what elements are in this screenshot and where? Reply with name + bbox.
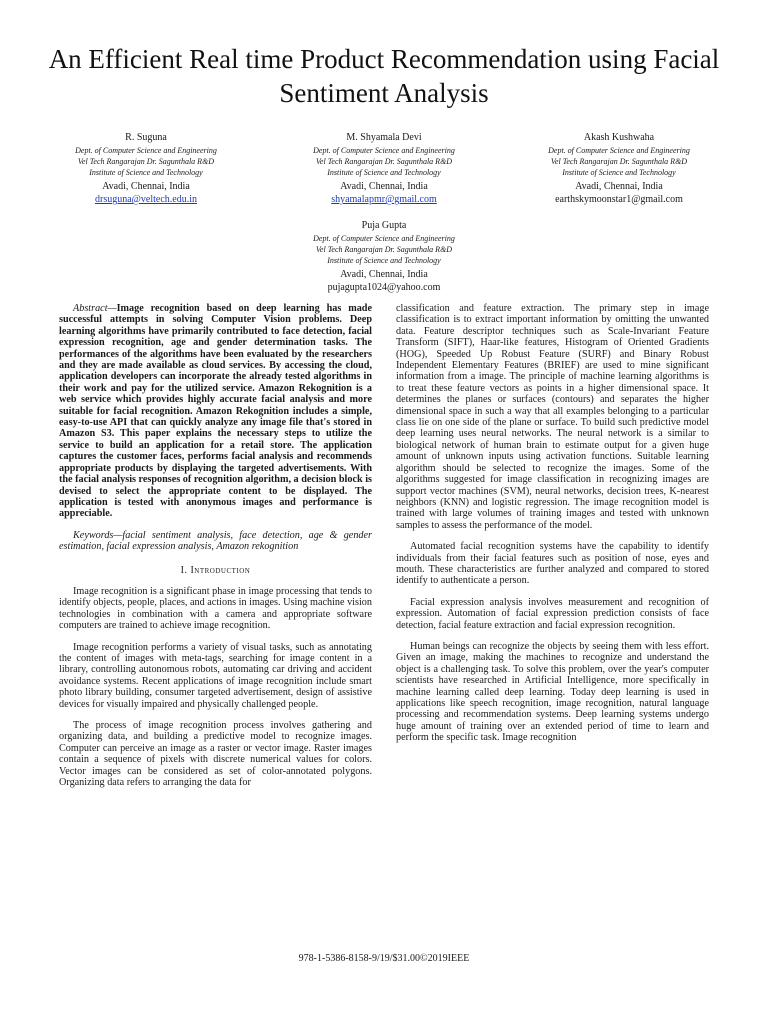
author-city: Avadi, Chennai, India [340,269,428,280]
author-name: Akash Kushwaha [583,132,655,143]
author-city: Avadi, Chennai, India [340,181,428,192]
body-paragraph: Human beings can recognize the objects by seeing them with less effort. Given an image, making the machines to recognize and understand the object is a challenging task. To solve this problem, over the year's computer scientists have researched in Artificial Intelligence, more specifically in machine learning called deep learning. Today deep learning is used in applications like speech recognition, image recognition, natural language processing and recommendation systems. Deep learning systems undergo huge amount of training over an extended period of time to learn and perform the specific task. Image recognition [396,640,709,744]
body-paragraph: Automated facial recognition systems have the capability to identify individuals from their facial features such as position of nose, eyes and mouth. These characteristics are further analyzed and compared to stored identify to authenticate a person. [396,541,709,587]
author-institution: Vel Tech Rangarajan Dr. Sagunthala R&D [77,157,215,166]
author-email-link[interactable]: shyamalapmr@gmail.com [331,194,437,205]
paper-title: An Efficient Real time Product Recommendation using Facial Sentiment Analysis [48,44,720,108]
author-dept: Dept. of Computer Science and Engineering [313,234,455,243]
section-number: I. [180,564,188,576]
abstract-text: Image recognition based on deep learning has made successful attempts in solving Computer Vision problems. Deep learning algorithms have primarily contributed to face detection, facial expression recognition, age and gender determination tasks. The performances of the algorithms have been evaluated by the researchers and they are made available as cloud services. By accessing the cloud, application developers can incorporate the already tested algorithms in their work and pay for the utilized service. Amazon Rekognition is a web service which provides highly accurate facial analysis and more suitable for facial recognition. Amazon Rekognition includes a simple, easy-to-use API that can quickly analyze any image file that's stored in Amazon S3. This paper explains the necessary steps to utilize the service to build an application for a retail store. The application captures the customer faces, performs facial analysis and recommends appropriate products by displaying the targeted advertisements. With the facial analysis responses of recognition algorithm, a decision block is devised to select the appropriate content to be displayed. The application is tested with anonymous images and performance is appreciable. [59,303,372,520]
author-email: earthskymoonstar1@gmail.com [555,194,683,205]
author-city: Avadi, Chennai, India [575,181,663,192]
copyright-footer: 978-1-5386-8158-9/19/$31.00©2019IEEE [298,953,470,964]
author-institution: Vel Tech Rangarajan Dr. Sagunthala R&D [315,245,453,254]
body-paragraph: classification and feature extraction. The primary step in image classification is to extract important information by omitting the unwanted data. Feature descriptor techniques such as Scale-Invariant Feature Transform (SIFT), Haar-like features, Histogram of Oriented Gradients (HOG), Speeded Up Robust Feature (SURF) and Binary Robust Independent Elementary Features (BRIEF) are used to mine significant information from a image. The principle of machine learning algorithms is to treat these feature vectors as points in a higher dimensional space. It determines the planes or surfaces (contours) and separates the higher dimensional space in such a way that all examples belonging to a particular class lie on one side of the plane or surface. To build such predictive model deep learning uses neural networks. The neural network is a similar to biological network of human brain to estimate output for a given huge amount of unknown inputs using activation functions. Suitable learning algorithm should be selected to recognize the images. Some of the algorithms suggested for image classification in recognizing images are support vector machines (SVM), neural networks, decision trees, K-nearest neighbors (KNN) and logistic regression. The image recognition model is trained with large volumes of training images and tested with unknown samples to assess the performance of the model. [396,303,709,531]
section-heading [59,565,372,576]
author-institution-2: Institute of Science and Technology [327,256,441,265]
author-email-link[interactable]: drsuguna@veltech.edu.in [95,194,197,205]
author-institution: Vel Tech Rangarajan Dr. Sagunthala R&D [550,157,688,166]
author-institution: Vel Tech Rangarajan Dr. Sagunthala R&D [315,157,453,166]
author-block-4 [278,219,490,294]
body-paragraph: Image recognition is a significant phase in image processing that tends to identify objects, people, places, and actions in images. Using machine vision technologies in combination with a camera and appropriate software computers are trained to achieve image recognition. [59,585,372,632]
body-paragraph: Image recognition performs a variety of visual tasks, such as annotating the content of images with meta-tags, searching for image content in a library, controlling autonomous robots, automating car driving and accident avoidance systems. Recent applications of image recognition include smart photo library building, consumer targeted advertisement, design of assistive devices for visually impaired and physically challenged people. [59,641,372,710]
section-title: Introduction [190,564,251,576]
body-paragraph: The process of image recognition process involves gathering and organizing data, and building a predictive model to recognize images. Computer can perceive an image as a raster or vector image. Raster images contain a sequence of pixels with discrete numerical values for colors. Vector images can be considered as set of color-annotated polygons. Organizing data refers to arranging the data for [59,720,372,789]
abstract [59,303,372,520]
abstract-label: Abstract— [73,303,117,314]
keywords: Keywords—facial sentiment analysis, face detection, age & gender estimation, facial expression analysis, Amazon rekognition [59,529,372,553]
body-paragraph: Facial expression analysis involves measurement and recognition of expression. Automation of facial expression prediction consists of face detection, facial feature extraction and facial expression recognition. [396,596,709,631]
author-name: R. Suguna [125,132,167,143]
author-block-3 [510,131,728,206]
author-name: Puja Gupta [361,220,407,231]
author-dept: Dept. of Computer Science and Engineering [313,146,455,155]
left-column [59,303,372,788]
author-email: pujagupta1024@yahoo.com [327,282,441,293]
author-dept: Dept. of Computer Science and Engineering [548,146,690,155]
author-institution-2: Institute of Science and Technology [89,168,203,177]
author-block-1 [40,131,252,206]
author-city: Avadi, Chennai, India [102,181,190,192]
author-block-2 [278,131,490,206]
author-institution-2: Institute of Science and Technology [562,168,676,177]
author-dept: Dept. of Computer Science and Engineering [75,146,217,155]
author-institution-2: Institute of Science and Technology [327,168,441,177]
right-column [396,303,709,744]
author-name: M. Shyamala Devi [346,132,422,143]
